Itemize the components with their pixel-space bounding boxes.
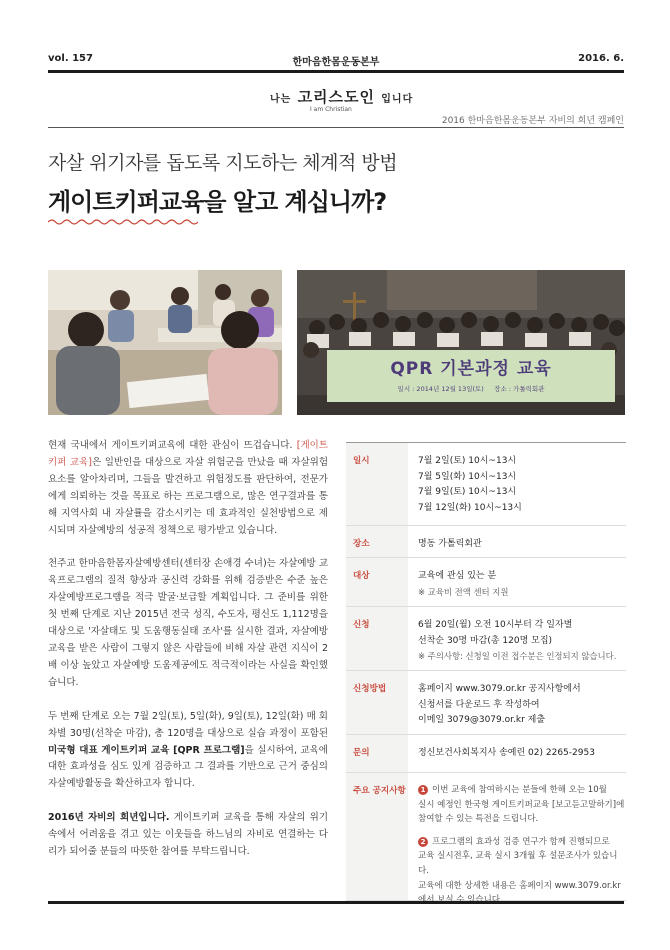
jubilee-text: 게이트키퍼 교육을 통해 자살의 위기 속에서 어려움을 겪고 있는 이웃들을 하느님의 자비로 연결하는 다리가 되어줄 분들의 따뜻한 참여를 부탁드립니다. bbox=[48, 812, 328, 858]
paragraph-program bbox=[48, 709, 328, 794]
logo-main-text: 고리스도인 bbox=[297, 88, 376, 106]
article-body bbox=[48, 438, 328, 878]
info-row-method bbox=[346, 671, 626, 735]
notice-2-line-3: 교육에 대한 상세한 내용은 홈페이지 www.3079.or.kr bbox=[418, 880, 621, 891]
method-2: 신청서를 다운로드 후 작성하여 bbox=[418, 699, 540, 710]
logo-suffix: 입니다 bbox=[381, 94, 414, 105]
schedule-1: 7월 2일(토) 10시~13시 bbox=[418, 456, 517, 466]
logo-rule bbox=[48, 127, 624, 128]
schedule-2: 7월 5일(화) 10시~13시 bbox=[418, 471, 517, 482]
footer-rule bbox=[48, 901, 624, 904]
issue-date: 2016. 6. bbox=[578, 53, 624, 64]
jubilee-emphasis: 2016년 자비의 희년입니다. bbox=[48, 812, 170, 824]
notice-label: 주요 공지사항 bbox=[346, 773, 408, 900]
notice-1-line-1 bbox=[418, 783, 626, 798]
gatekeeper-highlight: [게이트키퍼 교육] bbox=[48, 440, 328, 468]
logo-prefix: 나는 bbox=[270, 94, 292, 105]
paragraph-intro bbox=[48, 438, 328, 539]
info-row-place bbox=[346, 526, 626, 558]
method-label: 신청방법 bbox=[346, 671, 408, 734]
event-info-table bbox=[346, 442, 626, 901]
method-3: 이메일 3079@3079.or.kr 제출 bbox=[418, 715, 546, 725]
notice-1-line-2: 실시 예정인 한국형 게이트키퍼교육 [보고듣고말하기]에 bbox=[418, 799, 625, 810]
program-text-cont: 을 실시하여, 교육에 대한 효과성을 심도 있게 검증하고 그 결과를 기반으로 근거 중심의 자살예방활동을 확산하고자 합니다. bbox=[48, 744, 328, 790]
apply-date: 6월 20일(월) 오전 10시부터 각 일자별 bbox=[418, 620, 573, 630]
notice-2-line-1 bbox=[418, 835, 626, 850]
classroom-photo bbox=[48, 270, 282, 415]
header-rule bbox=[48, 70, 624, 73]
info-row-apply bbox=[346, 607, 626, 671]
apply-limit: 선착순 30명 마감(총 120명 모집) bbox=[418, 635, 553, 646]
schedule-label: 일시 bbox=[346, 443, 408, 525]
logo-subtitle: I am Christian bbox=[310, 106, 352, 113]
article-title: 게이트키퍼교육을 알고 계십니까? bbox=[48, 188, 387, 216]
info-row-schedule bbox=[346, 442, 626, 526]
notice-1-badge: 1 bbox=[418, 785, 428, 795]
banner-title: QPR 기본과정 교육 bbox=[390, 359, 552, 379]
apply-note: ※ 주의사항: 신청일 이전 접수분은 인정되지 않습니다. bbox=[418, 651, 617, 661]
contact-label: 문의 bbox=[346, 735, 408, 772]
banner-caption: 일시 : 2014년 12월 13일(토) 장소 : 가톨릭회관 bbox=[397, 385, 545, 393]
article-subtitle: 자살 위기자를 돕도록 지도하는 체계적 방법 bbox=[48, 152, 398, 174]
paragraph-center-plan: 천주교 한마음한몸자살예방센터(센터장 손애경 수녀)는 자살예방 교육프로그램의 질적 향상과 공신력 강화를 위해 검증받은 수준 높은 자살예방프로그램을 적극 발굴·보급할 계획입니다. 그 준비를 위한 첫 번째 단계로 지난 2015년 전국 성직, 수도자, 평신도 1,112명을 대상으로 '자살태도 및 도움행동실태 조사'를 실시한 결과, 자살예방교육을 받은 사람이 그렇지 않은 사람들에 비해 자살 관련 지식이 2배 이상 높았고 자살예방 도움제공에도 적극적이라는 사실을 확인했습니다. bbox=[48, 558, 328, 688]
schedule-4: 7월 12일(화) 10시~13시 bbox=[418, 502, 522, 513]
campaign-label: 2016 한마음한몸운동본부 자비의 희년 캠페인 bbox=[441, 116, 624, 126]
qpr-program-emphasis: 미국형 대표 게이트키퍼 교육 [QPR 프로그램] bbox=[48, 744, 245, 756]
campaign-logo bbox=[270, 86, 414, 122]
target-value: 교육에 관심 있는 분 bbox=[418, 571, 497, 581]
volume-number: vol. 157 bbox=[48, 53, 93, 64]
paragraph-jubilee bbox=[48, 810, 328, 861]
masthead bbox=[48, 50, 624, 70]
info-row-target bbox=[346, 558, 626, 607]
schedule-3: 7월 9일(토) 10시~13시 bbox=[418, 487, 517, 497]
program-text: 두 번째 단계로 오는 7월 2일(토), 5일(화), 9일(토), 12일(화) 매 회차별 30명(선착순 마감), 총 120명을 대상으로 실습 과정이 포함된 bbox=[48, 710, 328, 739]
title-underline-wave bbox=[48, 218, 198, 226]
place-value: 명동 가톨릭회관 bbox=[418, 539, 482, 549]
group-photo bbox=[297, 270, 625, 415]
notice-1-line-3: 참여할 수 있는 특전을 드립니다. bbox=[418, 814, 539, 825]
target-note: ※ 교육비 전액 센터 지원 bbox=[418, 586, 509, 597]
contact-value: 정신보건사회복지사 송예린 02) 2265-2953 bbox=[418, 748, 595, 758]
notice-1-text-1: 이번 교육에 참여하시는 분들에 한해 오는 10월 bbox=[432, 785, 607, 795]
intro-text: 현재 국내에서 게이트키퍼교육에 대한 관심이 뜨겁습니다. bbox=[48, 440, 297, 451]
organization-name: 한마음한몸운동본부 bbox=[292, 57, 380, 68]
notice-2-text-1: 프로그램의 효과성 검증 연구가 함께 진행되므로 bbox=[432, 836, 610, 847]
info-row-contact bbox=[346, 735, 626, 773]
notice-2-badge: 2 bbox=[418, 837, 428, 847]
target-label: 대상 bbox=[346, 558, 408, 606]
method-1: 홈페이지 www.3079.or.kr 공지사항에서 bbox=[418, 684, 581, 694]
place-label: 장소 bbox=[346, 526, 408, 557]
apply-label: 신청 bbox=[346, 607, 408, 670]
notice-2-line-2: 교육 실시전후, 교육 실시 3개월 후 설문조사가 있습니다. bbox=[418, 851, 618, 876]
intro-text-cont: 은 일반인을 대상으로 자살 위험군을 만났을 때 자살위험요소를 알아차리며, 그들을 발견하고 위험정도를 판단하여, 전문가에게 의뢰하는 것을 목표로 하는 프로그램으로, 많은 연구결과를 통해 지역사회 내 자살률을 감소시키는 데 효과적인 실천방법으로 제시되며 자살예방의 성공적 정책으로 평가받고 있습니다. bbox=[48, 456, 328, 536]
info-row-notice bbox=[346, 773, 626, 901]
